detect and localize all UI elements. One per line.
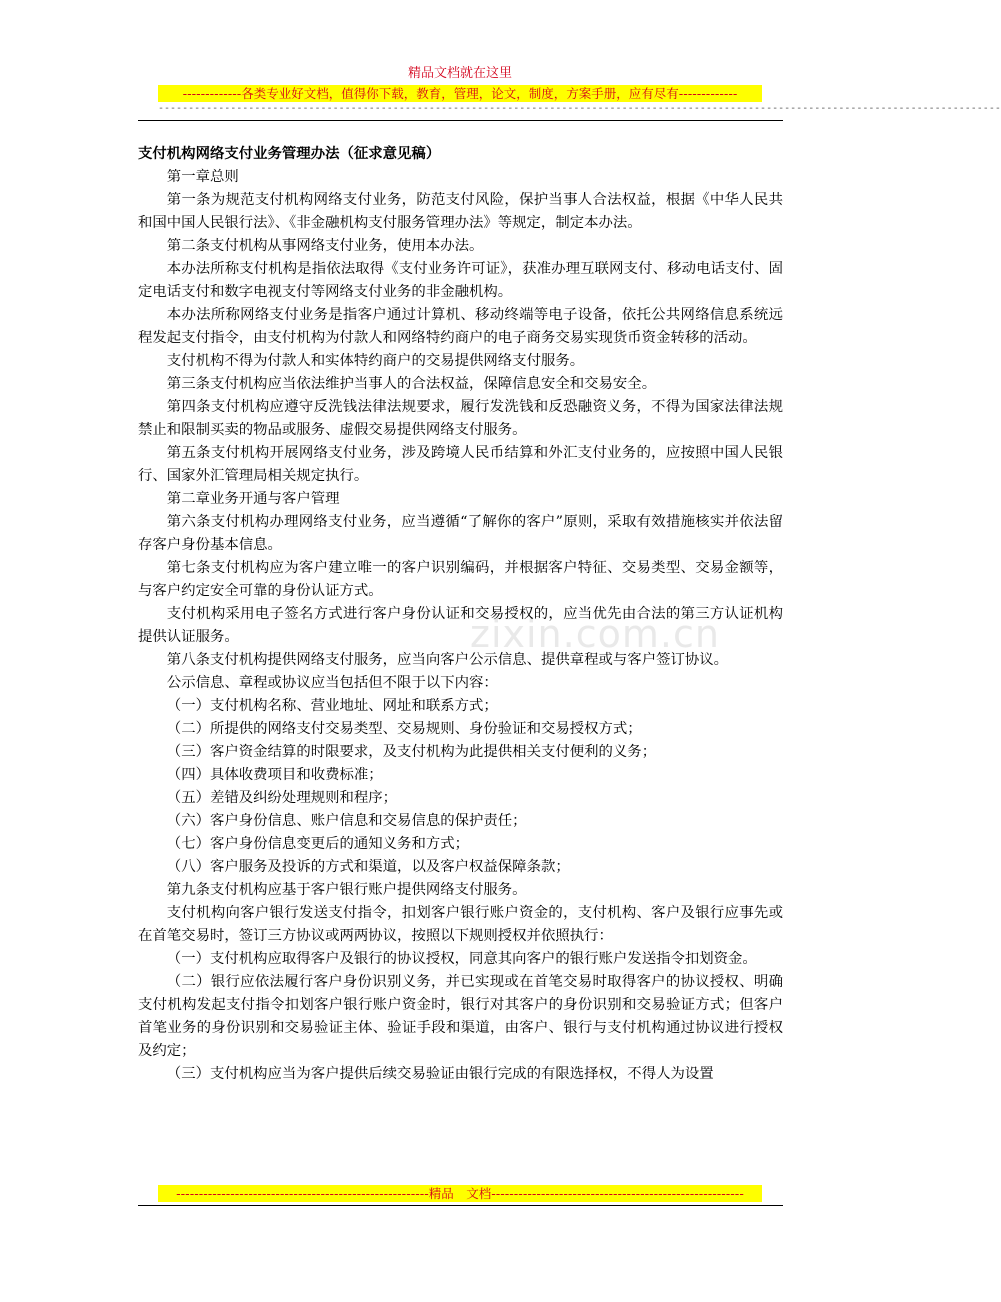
header-dash-line: -------------------------------------------------------------------------------------------------------------------------------------------- bbox=[158, 103, 1001, 114]
document-title: 支付机构网络支付业务管理办法（征求意见稿） bbox=[138, 146, 441, 162]
paragraph: 第九条支付机构应基于客户银行账户提供网络支付服务。 bbox=[166, 882, 527, 898]
list-item: （四）具体收费项目和收费标准； bbox=[166, 767, 383, 783]
bottom-divider bbox=[138, 1205, 783, 1206]
paragraph: 第五条支付机构开展网络支付业务，涉及跨境人民币结算和外汇支付业务的，应按照中国人民银行、国家外汇管理局相关规定执行。 bbox=[138, 445, 783, 484]
paragraph: 第四条支付机构应遵守反洗钱法律法规要求，履行发洗钱和反恐融资义务，不得为国家法律法规禁止和限制买卖的物品或服务、虚假交易提供网络支付服务。 bbox=[138, 399, 783, 438]
paragraph: 支付机构不得为付款人和实体特约商户的交易提供网络支付服务。 bbox=[166, 353, 585, 369]
document-body bbox=[138, 143, 783, 1086]
paragraph: 第六条支付机构办理网络支付业务，应当遵循“了解你的客户”原则，采取有效措施核实并依法留存客户身份基本信息。 bbox=[138, 514, 783, 553]
list-item: （八）客户服务及投诉的方式和渠道，以及客户权益保障条款； bbox=[166, 859, 570, 875]
list-item: （一）支付机构名称、营业地址、网址和联系方式； bbox=[166, 698, 498, 714]
paragraph: （三）支付机构应当为客户提供后续交易验证由银行完成的有限选择权，不得人为设置 bbox=[166, 1066, 714, 1082]
paragraph: 支付机构采用电子签名方式进行客户身份认证和交易授权的，应当优先由合法的第三方认证机构提供认证服务。 bbox=[138, 606, 783, 645]
paragraph: 支付机构向客户银行发送支付指令，扣划客户银行账户资金的，支付机构、客户及银行应事先或在首笔交易时，签订三方协议或两两协议，按照以下规则授权并依照执行： bbox=[138, 905, 783, 944]
header-title: 精品文档就在这里 bbox=[407, 66, 512, 81]
paragraph: 第一条为规范支付机构网络支付业务，防范支付风险，保护当事人合法权益，根据《中华人民共和国中国人民银行法》、《非金融机构支付服务管理办法》等规定，制定本办法。 bbox=[138, 192, 783, 231]
paragraph: （二）银行应依法履行客户身份识别义务，并已实现或在首笔交易时取得客户的协议授权、明确支付机构发起支付指令扣划客户银行账户资金时，银行对其客户的身份识别和交易验证方式；但客户首笔业务的身份识别和交易验证主体、验证手段和渠道，由客户、银行与支付机构通过协议进行授权及约定； bbox=[138, 974, 783, 1059]
list-item: （五）差错及纠纷处理规则和程序； bbox=[166, 790, 398, 806]
paragraph: 公示信息、章程或协议应当包括但不限于以下内容： bbox=[166, 675, 498, 691]
paragraph: 本办法所称网络支付业务是指客户通过计算机、移动终端等电子设备，依托公共网络信息系统远程发起支付指令，由支付机构为付款人和网络特约商户的电子商务交易实现货币资金转移的活动。 bbox=[138, 307, 783, 346]
list-item: （三）客户资金结算的时限要求，及支付机构为此提供相关支付便利的义务； bbox=[166, 744, 657, 760]
chapter-heading: 第一章总则 bbox=[166, 169, 239, 185]
list-item: （六）客户身份信息、账户信息和交易信息的保护责任； bbox=[166, 813, 527, 829]
footer-banner: --------------------------------------------------------精品 文档-------------------------------------------------------- bbox=[158, 1185, 762, 1202]
chapter-heading: 第二章业务开通与客户管理 bbox=[166, 491, 340, 507]
paragraph: 第七条支付机构应为客户建立唯一的客户识别编码，并根据客户特征、交易类型、交易金额等，与客户约定安全可靠的身份认证方式。 bbox=[138, 560, 783, 599]
top-divider bbox=[138, 120, 783, 121]
paragraph: 本办法所称支付机构是指依法取得《支付业务许可证》，获准办理互联网支付、移动电话支付、固定电话支付和数字电视支付等网络支付业务的非金融机构。 bbox=[138, 261, 783, 300]
paragraph: 第三条支付机构应当依法维护当事人的合法权益，保障信息安全和交易安全。 bbox=[166, 376, 657, 392]
paragraph: （一）支付机构应取得客户及银行的协议授权，同意其向客户的银行账户发送指令扣划资金。 bbox=[166, 951, 757, 967]
watermark: zixin.com.cn bbox=[470, 612, 720, 656]
list-item: （七）客户身份信息变更后的通知义务和方式； bbox=[166, 836, 470, 852]
paragraph: 第八条支付机构提供网络支付服务，应当向客户公示信息、提供章程或与客户签订协议。 bbox=[166, 652, 729, 668]
header-banner: -------------各类专业好文档，值得你下载，教育，管理，论文，制度，方案手册，应有尽有------------- bbox=[158, 85, 762, 102]
list-item: （二）所提供的网络支付交易类型、交易规则、身份验证和交易授权方式； bbox=[166, 721, 642, 737]
paragraph: 第二条支付机构从事网络支付业务，使用本办法。 bbox=[166, 238, 484, 254]
